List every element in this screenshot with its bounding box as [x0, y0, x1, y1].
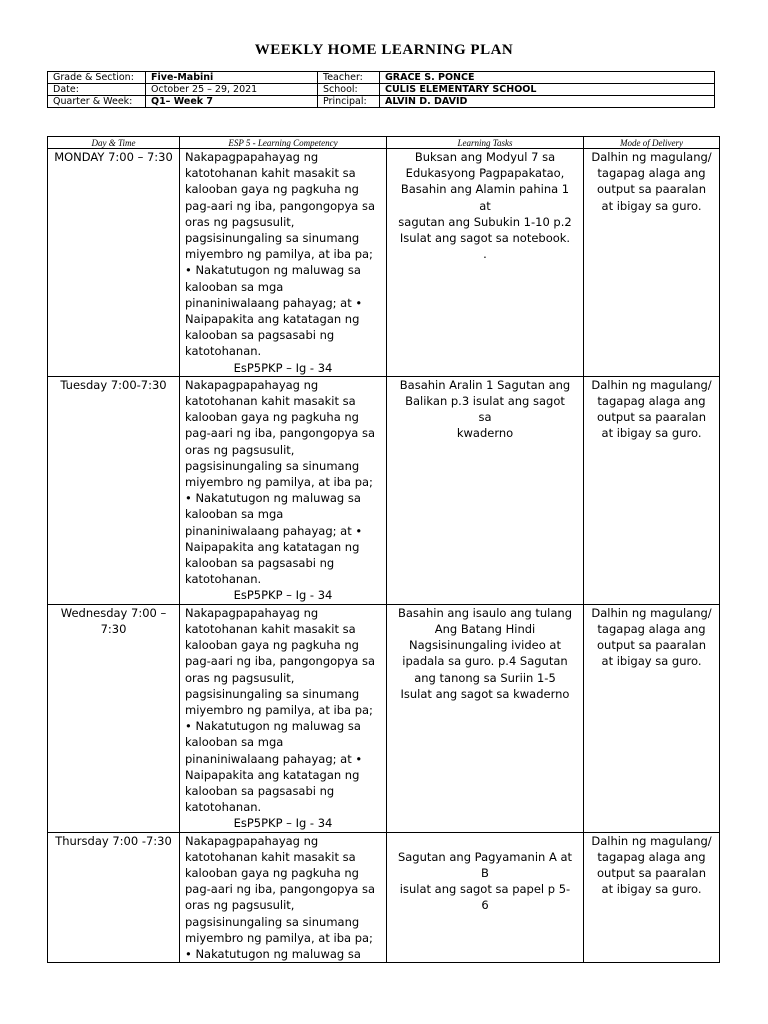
info-row [48, 72, 715, 84]
competency-line: kalooban sa mga [185, 735, 284, 750]
competency-line: kalooban sa mga [185, 507, 284, 522]
learning-task-cell [387, 149, 584, 377]
competency-line: oras ng pagsusulit, [185, 442, 295, 457]
competency-line: • Nakatutugon ng maluwag sa [185, 719, 361, 734]
teacher-label: Teacher: [318, 72, 380, 84]
task-line: Buksan ang Modyul 7 sa [414, 150, 556, 164]
page-title: WEEKLY HOME LEARNING PLAN [254, 42, 514, 58]
competency-line: Nakapagpapahayag ng [185, 833, 319, 848]
task-line: Edukasyong Pagpapakatao, [405, 166, 565, 181]
competency-line: • Nakatutugon ng maluwag sa [185, 491, 361, 506]
competency-line: • Nakatutugon ng maluwag sa [185, 946, 361, 961]
grade-label: Grade & Section: [48, 72, 146, 84]
competency-line: katotohanan. [185, 572, 262, 587]
mode-line: Dalhin ng magulang/ [591, 833, 712, 848]
competency-cell [180, 832, 387, 963]
competency-line: Naipapakita ang katatagan ng [185, 767, 360, 782]
principal-label: Principal: [318, 96, 380, 108]
teacher-value: GRACE S. PONCE [380, 72, 715, 84]
competency-line: pag-aari ng iba, pangongopya sa [185, 426, 376, 441]
task-line: kwaderno [456, 426, 514, 441]
competency-line: kalooban gaya ng pagkuha ng [185, 182, 359, 197]
day-time-cell: Tuesday 7:00-7:30 [48, 376, 180, 604]
mode-line: tagapag alaga ang [597, 621, 706, 636]
competency-line: kalooban sa pagsasabi ng [185, 328, 335, 343]
mode-line: output sa paaralan [597, 410, 706, 425]
mode-line: Dalhin ng magulang/ [591, 605, 712, 620]
mode-line: at ibigay sa guro. [601, 654, 702, 669]
competency-line: kalooban sa pagsasabi ng [185, 783, 335, 798]
mode-line: tagapag alaga ang [597, 849, 706, 864]
competency-line: katotohanan. [185, 344, 262, 359]
task-line: isulat ang sagot sa papel p 5-6 [399, 882, 571, 913]
competency-line: pagsisinungaling sa sinumang [185, 686, 360, 701]
competency-line: pinaniniwalaang pahayag; at • [185, 295, 363, 310]
competency-line: katotohanan. [185, 800, 262, 815]
day-time-cell: Wednesday 7:00 – 7:30 [48, 604, 180, 832]
learning-plan-table [47, 136, 720, 963]
competency-line: kalooban sa pagsasabi ng [185, 556, 335, 571]
competency-line: pinaniniwalaang pahayag; at • [185, 523, 363, 538]
learning-task-cell [387, 376, 584, 604]
plan-body [48, 149, 720, 963]
task-line: . [483, 247, 487, 262]
info-row [48, 84, 715, 96]
task-line: Isulat ang sagot sa notebook. [399, 231, 571, 246]
table-row [48, 376, 720, 604]
competency-line: katotohanan kahit masakit sa [185, 394, 356, 409]
mode-line: output sa paaralan [597, 638, 706, 653]
learning-task-cell [387, 604, 584, 832]
competency-line: pagsisinungaling sa sinumang [185, 914, 360, 929]
competency-line: katotohanan kahit masakit sa [185, 166, 356, 181]
competency-line: kalooban sa mga [185, 279, 284, 294]
task-line: ipadala sa guro. p.4 Sagutan [402, 654, 568, 669]
school-value: CULIS ELEMENTARY SCHOOL [380, 84, 715, 96]
competency-line: katotohanan kahit masakit sa [185, 849, 356, 864]
mode-line: at ibigay sa guro. [601, 882, 702, 897]
quarter-value: Q1– Week 7 [146, 96, 318, 108]
competency-line: • Nakatutugon ng maluwag sa [185, 263, 361, 278]
task-line: Nagsisinungaling ivideo at [409, 638, 561, 653]
competency-line: oras ng pagsusulit, [185, 670, 295, 685]
competency-line: pinaniniwalaang pahayag; at • [185, 751, 363, 766]
info-table [47, 71, 715, 108]
competency-line: Nakapagpapahayag ng [185, 377, 319, 392]
header-competency: ESP 5 - Learning Competency [180, 137, 387, 149]
competency-line: Nakapagpapahayag ng [185, 605, 319, 620]
task-line: Ang Batang Hindi [434, 621, 536, 636]
competency-line: kalooban gaya ng pagkuha ng [185, 638, 359, 653]
mode-line: output sa paaralan [597, 182, 706, 197]
principal-value: ALVIN D. DAVID [380, 96, 715, 108]
task-line: sagutan ang Subukin 1-10 p.2 [398, 214, 572, 229]
competency-line: oras ng pagsusulit, [185, 214, 295, 229]
competency-line: Naipapakita ang katatagan ng [185, 539, 360, 554]
learning-task-cell [387, 832, 584, 963]
competency-line: pagsisinungaling sa sinumang [185, 458, 360, 473]
competency-code: EsP5PKP – Ig - 34 [233, 360, 333, 375]
mode-line: Dalhin ng magulang/ [591, 377, 712, 392]
header-learning-tasks: Learning Tasks [387, 137, 584, 149]
info-row [48, 96, 715, 108]
competency-line: kalooban gaya ng pagkuha ng [185, 865, 359, 880]
competency-line: miyembro ng pamilya, at iba pa; [185, 930, 373, 945]
task-line: Basahin Aralin 1 Sagutan ang [399, 377, 571, 392]
table-row [48, 832, 720, 963]
mode-line: Dalhin ng magulang/ [591, 150, 712, 164]
competency-line: pag-aari ng iba, pangongopya sa [185, 882, 376, 897]
task-line: Basahin ang Alamin pahina 1 at [400, 182, 570, 213]
grade-value: Five-Mabini [146, 72, 318, 84]
table-row [48, 604, 720, 832]
mode-line: at ibigay sa guro. [601, 426, 702, 441]
mode-of-delivery-cell [584, 149, 720, 377]
task-line: Balikan p.3 isulat ang sagot sa [405, 394, 565, 425]
competency-line: miyembro ng pamilya, at iba pa; [185, 475, 373, 490]
mode-of-delivery-cell [584, 832, 720, 963]
competency-code: EsP5PKP – Ig - 34 [233, 816, 333, 831]
task-line [397, 833, 573, 849]
task-line: Isulat ang sagot sa kwaderno [400, 686, 570, 701]
competency-line: pagsisinungaling sa sinumang [185, 231, 360, 246]
task-line: Basahin ang isaulo ang tulang [397, 605, 573, 620]
mode-line: at ibigay sa guro. [601, 198, 702, 213]
competency-line: miyembro ng pamilya, at iba pa; [185, 702, 373, 717]
day-time-cell: MONDAY 7:00 – 7:30 [48, 149, 180, 377]
table-row [48, 149, 720, 377]
mode-line: tagapag alaga ang [597, 394, 706, 409]
competency-cell [180, 149, 387, 377]
day-time-cell: Thursday 7:00 -7:30 [48, 832, 180, 963]
mode-line: tagapag alaga ang [597, 166, 706, 181]
date-value: October 25 – 29, 2021 [146, 84, 318, 96]
header-day-time: Day & Time [48, 137, 180, 149]
table-header-row [48, 137, 720, 149]
task-line: Sagutan ang Pagyamanin A at B [397, 849, 573, 880]
competency-line: Naipapakita ang katatagan ng [185, 312, 360, 327]
quarter-label: Quarter & Week: [48, 96, 146, 108]
date-label: Date: [48, 84, 146, 96]
competency-line: pag-aari ng iba, pangongopya sa [185, 198, 376, 213]
header-mode-of-delivery: Mode of Delivery [584, 137, 720, 149]
competency-code: EsP5PKP – Ig - 34 [233, 588, 333, 603]
mode-of-delivery-cell [584, 604, 720, 832]
competency-line: oras ng pagsusulit, [185, 898, 295, 913]
competency-line: pag-aari ng iba, pangongopya sa [185, 654, 376, 669]
mode-line: output sa paaralan [597, 865, 706, 880]
competency-line: Nakapagpapahayag ng [185, 150, 319, 164]
task-line: ang tanong sa Suriin 1-5 [414, 670, 556, 685]
competency-cell [180, 604, 387, 832]
competency-cell [180, 376, 387, 604]
competency-line: miyembro ng pamilya, at iba pa; [185, 247, 373, 262]
mode-of-delivery-cell [584, 376, 720, 604]
competency-line: kalooban gaya ng pagkuha ng [185, 410, 359, 425]
school-label: School: [318, 84, 380, 96]
competency-line: katotohanan kahit masakit sa [185, 621, 356, 636]
